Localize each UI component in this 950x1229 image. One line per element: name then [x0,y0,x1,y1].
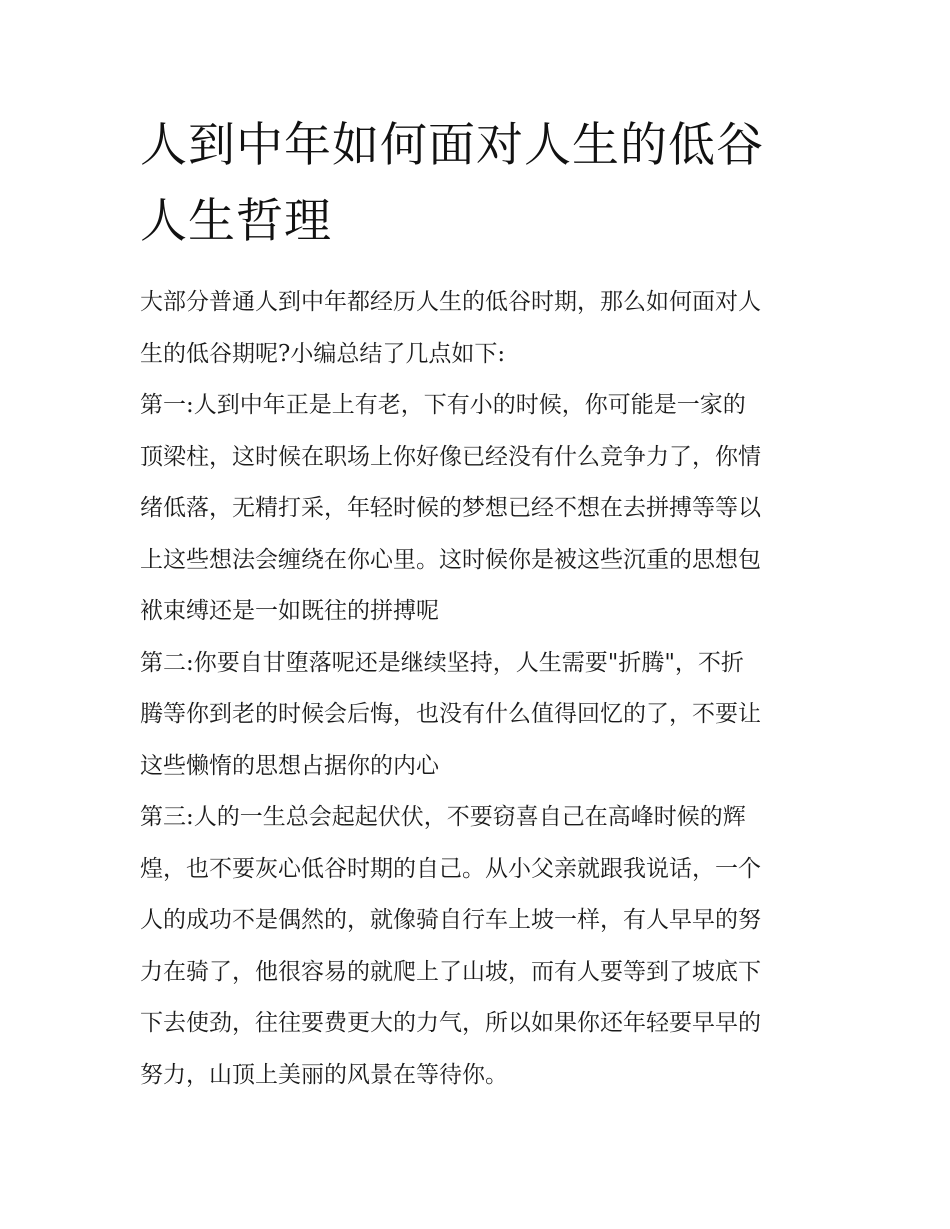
body-line: 腾等你到老的时候会后悔，也没有什么值得回忆的了，不要让 [140,701,761,727]
title-line: 人到中年如何面对人生的低谷 [140,118,764,173]
body-line: 绪低落，无精打采，年轻时候的梦想已经不想在去拼搏等等以 [140,495,761,521]
body-line: 大部分普通人到中年都经历人生的低谷时期，那么如何面对人 [140,289,761,315]
body-line: 袱束缚还是一如既往的拼搏呢 [140,598,439,624]
body-line: 下去使劲，往往要费更大的力气，所以如果你还年轻要早早的 [140,1010,761,1036]
body-line: 上这些想法会缠绕在你心里。这时候你是被这些沉重的思想包 [140,546,761,573]
body-line: 力在骑了，他很容易的就爬上了山坡，而有人要等到了坡底下 [140,958,761,985]
document-body [140,277,820,1101]
body-line: 顶梁柱，这时候在职场上你好像已经没有什么竞争力了，你情 [140,443,761,470]
body-line: 第三:人的一生总会起起伏伏，不要窃喜自己在高峰时候的辉 [140,804,746,830]
title-line: 人生哲理 [140,194,332,249]
body-line: 煌，也不要灰心低谷时期的自己。从小父亲就跟我说话，一个 [140,855,761,882]
body-line: 人的成功不是偶然的，就像骑自行车上坡一样，有人早早的努 [140,907,761,933]
document-title [140,108,820,260]
body-line: 第一:人到中年正是上有老，下有小的时候，你可能是一家的 [140,392,746,418]
body-line: 这些懒惰的思想占据你的内心 [140,752,439,779]
body-line: 努力，山顶上美丽的风景在等待你。 [140,1061,508,1088]
body-line: 生的低谷期呢?小编总结了几点如下: [140,340,506,367]
body-line: 第二:你要自甘堕落呢还是继续坚持，人生需要"折腾"，不折 [140,649,744,676]
